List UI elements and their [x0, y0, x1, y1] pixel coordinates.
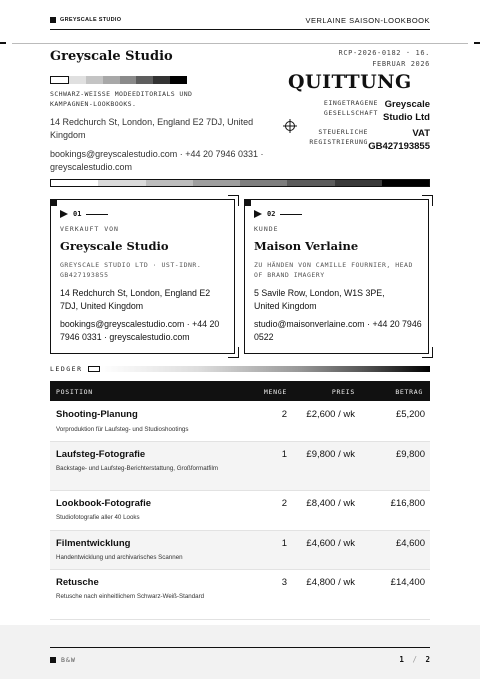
card-name: Maison Verlaine — [254, 239, 359, 253]
table-header — [50, 381, 430, 401]
card-number-rule — [280, 214, 302, 215]
seller-address: 14 Redchurch St, London, England E2 7DJ, United Kingdom — [50, 117, 254, 140]
item-name: Shooting-Planung — [56, 409, 138, 420]
item-qty: 1 — [281, 538, 287, 549]
seller-tagline: SCHWARZ-WEISSE MODEEDITORIALS UND KAMPAGNEN-LOOKBOOKS. — [50, 90, 193, 108]
ledger-bar — [88, 366, 430, 372]
card-bracket-bottom — [228, 347, 239, 358]
item-desc: Vorproduktion für Laufsteg- und Studioshootings — [56, 426, 189, 433]
seller-card — [50, 199, 235, 354]
card-number: 01 — [73, 210, 82, 218]
table-row — [50, 442, 430, 491]
card-bracket-bottom — [422, 347, 433, 358]
receipt-title: QUITTUNG — [288, 71, 412, 93]
grayscale-band — [50, 179, 430, 187]
item-total: £14,400 — [390, 577, 425, 588]
card-label: KUNDE — [254, 225, 279, 233]
customer-card — [244, 199, 429, 354]
top-brand — [50, 17, 121, 23]
col-total: BETRAG — [395, 388, 423, 396]
square-icon — [50, 657, 56, 663]
footer-left — [50, 656, 76, 664]
play-icon — [254, 210, 262, 218]
footer-rule — [50, 647, 430, 648]
header-rule — [12, 43, 468, 44]
card-bracket-top — [422, 195, 433, 206]
edge-marker-right — [474, 42, 480, 44]
item-desc: Retusche nach einheitlichem Schwarz-Weiß-Standard — [56, 593, 205, 600]
table-row — [50, 401, 430, 442]
item-name: Laufsteg-Fotografie — [56, 449, 146, 460]
square-icon — [50, 17, 56, 23]
company-value: Greyscale Studio Ltd — [383, 99, 430, 123]
edge-marker-left — [0, 42, 6, 44]
item-name: Lookbook-Fotografie — [56, 498, 151, 509]
item-total: £5,200 — [395, 409, 425, 420]
item-desc: Studiofotografie aller 40 Looks — [56, 514, 140, 521]
table-row — [50, 570, 430, 620]
page-total: 2 — [425, 655, 430, 664]
page-separator: / — [412, 655, 417, 664]
seller-name: Greyscale Studio — [50, 49, 173, 64]
item-desc: Handentwicklung und archivarisches Scannen — [56, 554, 183, 561]
col-qty: MENGE — [263, 388, 287, 396]
card-corner — [50, 199, 57, 206]
card-contact: bookings@greyscalestudio.com · +44 20 7946 0331 · greyscalestudio.com — [60, 319, 220, 342]
ledger-label: LEDGER — [50, 365, 83, 373]
card-sub: ZU HÄNDEN VON CAMILLE FOURNIER, HEAD OF BRAND IMAGERY — [254, 261, 413, 279]
card-number: 02 — [267, 210, 276, 218]
table-row — [50, 531, 430, 570]
tax-value: VAT GB427193855 — [368, 128, 430, 152]
card-contact: studio@maisonverlaine.com · +44 20 7946 0522 — [254, 319, 422, 342]
receipt-number: RCP-2026-0182 · 16. FEBRUAR 2026 — [338, 49, 430, 68]
card-number-rule — [86, 214, 108, 215]
table-row — [50, 491, 430, 531]
pagination — [399, 655, 430, 664]
crosshair-icon — [283, 119, 297, 133]
card-corner — [244, 199, 251, 206]
col-position: POSITION — [56, 388, 93, 396]
item-price: £8,400 / wk — [306, 498, 355, 509]
card-name: Greyscale Studio — [60, 239, 169, 253]
item-price: £9,800 / wk — [306, 449, 355, 460]
card-sub: GREYSCALE STUDIO LTD · UST-IDNR. GB427193855 — [60, 261, 202, 279]
item-qty: 1 — [281, 449, 287, 460]
item-name: Filmentwicklung — [56, 538, 131, 549]
page-current: 1 — [399, 655, 404, 664]
item-total: £16,800 — [390, 498, 425, 509]
card-address: 14 Redchurch St, London, England E2 7DJ, United Kingdom — [60, 288, 211, 311]
studio-color-bars — [50, 76, 187, 84]
card-label: VERKAUFT VON — [60, 225, 119, 233]
item-price: £4,600 / wk — [306, 538, 355, 549]
item-qty: 3 — [281, 577, 287, 588]
item-price: £4,800 / wk — [306, 577, 355, 588]
footer-label: B&W — [61, 656, 76, 664]
tax-label: STEUERLICHE REGISTRIERUNG — [309, 128, 368, 146]
item-price: £2,600 / wk — [306, 409, 355, 420]
top-rule — [50, 29, 430, 30]
item-qty: 2 — [281, 498, 287, 509]
card-bracket-top — [228, 195, 239, 206]
seller-contact: bookings@greyscalestudio.com · +44 20 7946 0331 · greyscalestudio.com — [50, 149, 264, 172]
company-label: EINGETRAGENE GESELLSCHAFT — [323, 99, 378, 117]
play-icon — [60, 210, 68, 218]
item-total: £4,600 — [395, 538, 425, 549]
col-price: PREIS — [331, 388, 355, 396]
doc-series: VERLAINE SAISON-LOOKBOOK — [305, 16, 430, 25]
brand-small: GREYSCALE STUDIO — [60, 17, 122, 23]
card-address: 5 Savile Row, London, W1S 3PE, United Kingdom — [254, 288, 385, 311]
item-name: Retusche — [56, 577, 99, 588]
item-desc: Backstage- und Laufsteg-Berichterstattung, Großformatfilm — [56, 465, 218, 472]
item-total: £9,800 — [395, 449, 425, 460]
item-qty: 2 — [281, 409, 287, 420]
